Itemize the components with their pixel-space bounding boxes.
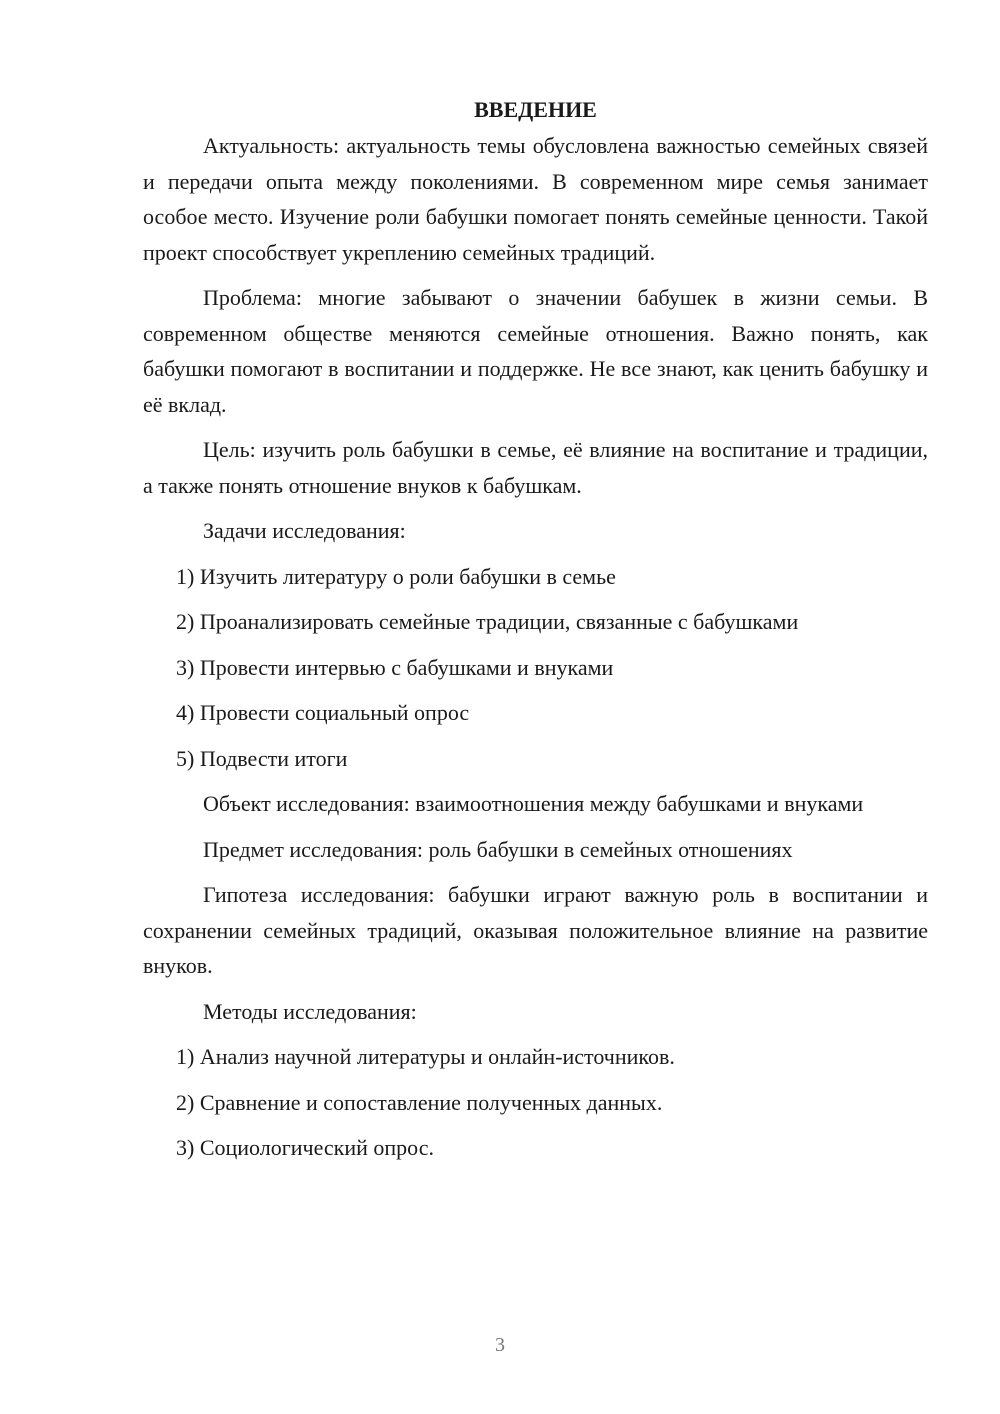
hypothesis-paragraph: Гипотеза исследования: бабушки играют важную роль в воспитании и сохранении семейных традиций, оказывая положительное влияние на развитие внуков. (143, 882, 928, 978)
tasks-heading: Задачи исследования: (203, 518, 406, 543)
list-item: 5) Подвести итоги (176, 745, 348, 771)
subject-paragraph: Предмет исследования: роль бабушки в семейных отношениях (203, 836, 793, 862)
page-number: 3 (495, 1334, 505, 1356)
object-paragraph: Объект исследования: взаимоотношения между бабушками и внуками (203, 791, 864, 816)
list-item: 3) Провести интервью с бабушками и внуками (176, 654, 614, 680)
problem-paragraph: Проблема: многие забывают о значении бабушек в жизни семьи. В современном обществе меняются семейные отношения. Важно понять, как бабушки помогают в воспитании и поддержке. Не все знают, как ценить бабушку и её вклад. (143, 285, 928, 417)
list-item: 2) Проанализировать семейные традиции, связанные с бабушками (176, 609, 799, 634)
list-item: 1) Изучить литературу о роли бабушки в семье (176, 563, 616, 589)
list-item: 4) Провести социальный опрос (176, 700, 470, 725)
list-item: 2) Сравнение и сопоставление полученных данных. (176, 1089, 663, 1115)
list-item: 1) Анализ научной литературы и онлайн-источников. (176, 1044, 675, 1069)
list-item: 3) Социологический опрос. (176, 1135, 434, 1160)
document-page (143, 92, 928, 1176)
page-title: ВВЕДЕНИЕ (474, 97, 597, 122)
relevance-paragraph: Актуальность: актуальность темы обусловлена важностью семейных связей и передачи опыта между поколениями. В современном мире семья занимает особое место. Изучение роли бабушки помогает понять семейные ценности. Такой проект способствует укреплению семейных традиций. (143, 133, 928, 265)
methods-heading: Методы исследования: (203, 998, 417, 1024)
goal-paragraph: Цель: изучить роль бабушки в семье, её влияние на воспитание и традиции, а также понять отношение внуков к бабушкам. (143, 437, 928, 498)
tasks-list (143, 559, 928, 777)
methods-list (143, 1039, 928, 1166)
